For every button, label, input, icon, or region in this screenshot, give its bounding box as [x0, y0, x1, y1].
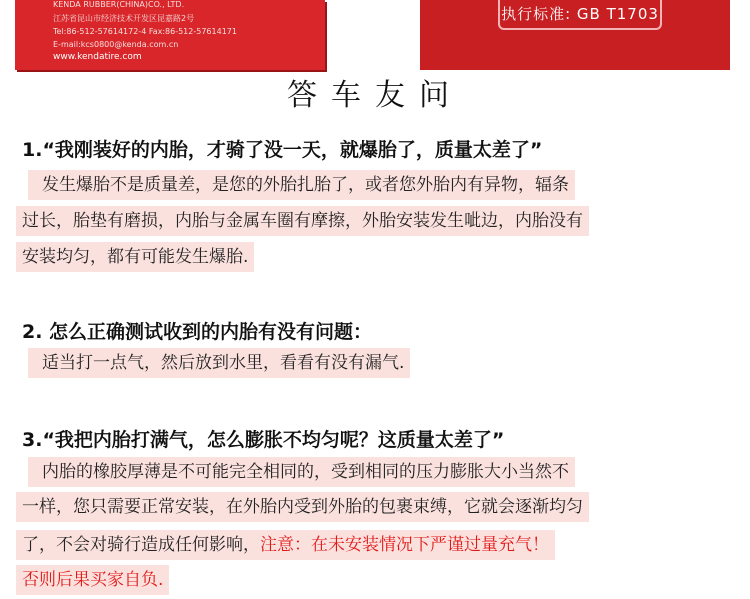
kenda-label-image — [15, 0, 325, 70]
standard-label: 执行标准: GB T1703 — [498, 0, 662, 30]
page-title: 答车友问 — [287, 78, 463, 113]
answer-1-line-2: 过长，胎垫有磨损，内胎与金属车圈有摩擦，外胎安装发生呲边，内胎没有 — [16, 206, 589, 236]
company-name: KENDA RUBBER(CHINA)CO., LTD. — [53, 0, 185, 9]
answer-3-line-1: 内胎的橡胶厚薄是不可能完全相同的，受到相同的压力膨胀大小当然不 — [28, 457, 575, 487]
answer-3-notice: 注意：在未安装情况下严谨过量充气！ — [260, 535, 549, 555]
company-tel-fax: Tel:86-512-57614172-4 Fax:86-512-57614171 — [53, 27, 237, 36]
answer-1-line-3: 安装均匀，都有可能发生爆胎. — [16, 242, 254, 272]
question-3: 3.“我把内胎打满气，怎么膨胀不均匀呢？这质量太差了” — [22, 429, 505, 451]
package-standard-image — [420, 0, 730, 70]
company-website: www.kendatire.com — [53, 52, 142, 62]
question-2: 2. 怎么正确测试收到的内胎有没有问题： — [22, 321, 373, 343]
answer-3-line-2: 一样，您只需要正常安装，在外胎内受到外胎的包裹束缚，它就会逐渐均匀 — [16, 492, 589, 522]
question-1: 1.“我刚装好的内胎，才骑了没一天，就爆胎了，质量太差了” — [22, 139, 543, 161]
answer-1-line-1: 发生爆胎不是质量差，是您的外胎扎胎了，或者您外胎内有异物，辐条 — [28, 170, 575, 200]
answer-3-line-3-text: 了，不会对骑行造成任何影响， — [22, 535, 260, 555]
answer-3-line-3 — [16, 530, 555, 560]
answer-2-line-1: 适当打一点气，然后放到水里，看看有没有漏气. — [28, 348, 410, 378]
answer-3-warning: 否则后果买家自负. — [16, 565, 169, 595]
company-address: 江苏省昆山市经济技术开发区昆嘉路2号 — [53, 14, 195, 23]
company-email: E-mail:kcs0800@kenda.com.cn — [53, 40, 179, 49]
